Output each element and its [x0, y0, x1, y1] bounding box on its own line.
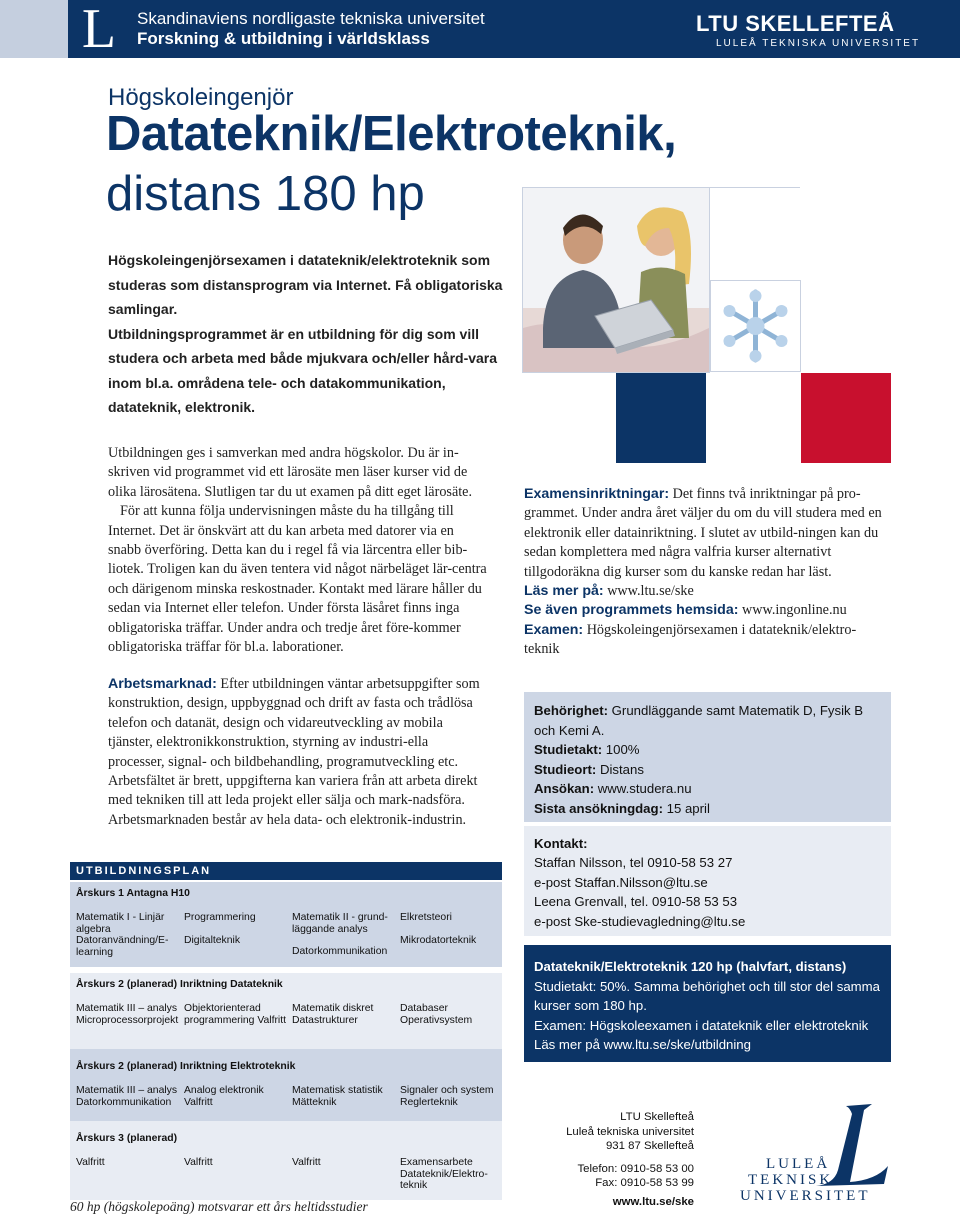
plan-course: Digitalteknik — [184, 935, 241, 947]
deadline-label: Sista ansökningdag: — [534, 800, 663, 816]
brand-subtitle: LULEÅ TEKNISKA UNIVERSITET — [716, 38, 921, 49]
half-time-title: Datateknik/Elektroteknik 120 hp (halvfart, distans) — [534, 959, 847, 974]
students-photo — [522, 187, 710, 373]
eligibility-text: Grundläggande samt Matematik D, Fysik B och Kemi A. — [534, 703, 864, 738]
plan-year-1 — [70, 882, 502, 967]
logo-word-3: UNIVERSITET — [740, 1188, 871, 1204]
body-paragraph-1: Utbildningen ges i samverkan med andra högskolor. Du är in-skriven vid programmet vid ett lärosäte men läser kurser vid de olika lärosätena. Slutligen tar du ut examen på ditt eget lärosäte. — [108, 445, 473, 500]
program-title: Datateknik/Elektroteknik, — [106, 107, 677, 161]
arbetsmarknad-paragraph — [108, 675, 488, 830]
navy-square — [616, 373, 706, 463]
application-link[interactable]: www.studera.nu — [594, 781, 692, 797]
plan-course: Matematik I - Linjär algebra — [76, 912, 165, 935]
body-right-column — [524, 485, 884, 660]
eligibility-line — [534, 701, 881, 740]
eligibility-label: Behörighet: — [534, 703, 608, 718]
plan-course: Datorkommunikation — [292, 946, 388, 958]
study-pace-text: 100% — [602, 742, 640, 758]
contact-email-2[interactable]: e-post Ske-studievagledning@ltu.se — [534, 913, 746, 929]
half-time-line-3[interactable]: Läs mer på www.ltu.se/ske/utbildning — [534, 1037, 751, 1053]
address-line-2: Luleå tekniska universitet — [566, 1125, 694, 1138]
plan-row — [76, 912, 496, 935]
exam-text: Det finns två inriktningar på pro-grammet. Under andra året väljer du om du vill studera med en elektronik eller datainriktning. I slutet av utbild-ningen kan du sedan komplettera med några valfria kurser alternativt tillgodoräkna dig kurser som du kanske redan har läst. — [524, 486, 882, 580]
read-more-link[interactable]: www.ltu.se/ske — [603, 583, 694, 600]
red-square — [801, 373, 891, 463]
address-block — [540, 1110, 694, 1209]
intro-paragraph-2: Utbildningsprogrammet är en utbildning för dig som vill studera och arbeta med både mjukvara och/eller hård-vara inom bl.a. områdena tele- och datakommunikation, datateknik, elektronik. — [108, 325, 498, 415]
plan-course: Signaler och system Reglerteknik — [400, 1085, 494, 1108]
plan-course: Matematik III – analys Microprocessorprojekt — [76, 1003, 179, 1026]
ltu-logo — [738, 1100, 898, 1205]
plan-row — [76, 1157, 496, 1192]
degree-label: Examen: — [524, 621, 584, 638]
half-time-line-1: Studietakt: 50%. Samma behörighet och till stor del samma kurser som 180 hp. — [534, 978, 880, 1014]
plan-row — [76, 1085, 496, 1108]
body-left-column — [108, 444, 488, 657]
plan-course: Matematik II - grund-läggande analys — [292, 912, 388, 935]
students-photo-illustration — [523, 188, 709, 372]
plan-year-2-elektro-title: Årskurs 2 (planerad) Inriktning Elektroteknik — [76, 1061, 296, 1072]
study-pace-line — [534, 740, 881, 760]
collage-frame-line — [710, 187, 800, 188]
plan-course: Elkretsteori — [400, 912, 452, 923]
exam-paragraph — [524, 485, 884, 582]
exam-label: Examensinriktningar: — [524, 486, 670, 502]
header-left-strip — [0, 0, 68, 58]
study-location-label: Studieort: — [534, 761, 597, 777]
plan-course: Programmering — [184, 912, 256, 923]
plan-course: Valfritt — [76, 1157, 105, 1168]
study-location-text: Distans — [596, 761, 644, 777]
arbetsmarknad-label: Arbetsmarknad: — [108, 676, 217, 692]
study-location-line — [534, 760, 881, 780]
header-logo-letter: L — [70, 2, 128, 56]
study-pace-label: Studietakt: — [534, 742, 603, 758]
plan-course: Analog elektronik Valfritt — [184, 1085, 264, 1108]
program-subtitle: distans 180 hp — [106, 167, 425, 221]
address-phone: Telefon: 0910-58 53 00 — [577, 1162, 694, 1175]
application-label: Ansökan: — [534, 781, 595, 797]
plan-course: Datoranvändning/E-learning — [76, 935, 169, 958]
study-plan-footnote: 60 hp (högskolepoäng) motsvarar ett års heltidsstudier — [70, 1199, 368, 1214]
plan-course: Mikrodatorteknik — [400, 935, 477, 947]
contact-line-2: Leena Grenvall, tel. 0910-58 53 53 — [534, 894, 738, 910]
plan-course: Matematisk statistik Mätteknik — [292, 1085, 383, 1108]
admission-info-box — [524, 692, 891, 822]
half-time-line-2: Examen: Högskoleexamen i datateknik eller elektroteknik — [534, 1017, 869, 1033]
address-fax: Fax: 0910-58 53 99 — [595, 1177, 694, 1189]
application-line — [534, 779, 881, 799]
body-paragraph-2: För att kunna följa undervisningen måste du ha tillgång till Internet. Det är önskvärt att du kan arbeta med datorer via en snabb överföring. Detta kan du i regel få via lärcentra eller bib-liotek. Troligen kan du även tentera vid något närbeläget lär-centra och därigenom minska reskostnader. Kontakt med lärare håller du sedan via Internet eller telefon. Under första läsåret finns inga obligatoriska träffar. Under andra och tredje året före-kommer obligatoriska träffar för bl.a. laborationer. — [108, 503, 487, 656]
ltu-logo-mark — [738, 1100, 898, 1205]
plan-course: Valfritt — [184, 1157, 213, 1168]
address-website-link[interactable]: www.ltu.se/ske — [612, 1195, 694, 1208]
header-tagline-line2: Forskning & utbildning i världsklass — [137, 29, 430, 48]
address-line-3: 931 87 Skellefteå — [605, 1140, 694, 1152]
brand-name: LTU SKELLEFTEÅ — [696, 11, 895, 36]
snowflake-tile — [710, 280, 801, 372]
read-more-line — [524, 582, 884, 601]
plan-year-3 — [70, 1121, 502, 1200]
plan-course: Databaser Operativsystem — [400, 1003, 473, 1026]
logo-word-1: LULEÅ — [766, 1156, 831, 1172]
header-tagline-line1: Skandinaviens nordligaste tekniska universitet — [137, 9, 485, 28]
plan-course: Matematik III – analys Datorkommunikation — [76, 1085, 178, 1108]
contact-box — [524, 826, 891, 936]
intro-text — [108, 248, 508, 420]
plan-year-2-elektro — [70, 1049, 502, 1121]
homepage-link[interactable]: www.ingonline.nu — [738, 602, 847, 619]
intro-paragraph-1: Högskoleingenjörsexamen i datateknik/elektroteknik som studeras som distansprogram via Internet. Få obligatoriska samlingar. — [108, 252, 503, 317]
plan-row — [76, 935, 496, 958]
arbetsmarknad-text: Efter utbildningen väntar arbetsuppgifter som konstruktion, design, uppbyggnad och drift av fasta och trådlösa telefon och datanät, design och vidareutveckling av mobila tjänster, elektronikkonstruktion, styrning av industri-ella processer, signal- och bildbehandling, programutveckling etc. Arbetsfältet är brett, uppgifterna kan variera från att arbeta direkt med tekniken till att leda projekt eller sälja och mark-nadsföra. Arbetsmarknaden består av hela data- och elektronik-industrin. — [108, 676, 480, 828]
snowflake-icon — [711, 281, 800, 371]
plan-year-3-title: Årskurs 3 (planerad) — [76, 1133, 178, 1144]
homepage-label: Se även programmets hemsida: — [524, 602, 739, 619]
plan-course: Objektorienterad programmering Valfritt — [184, 1003, 287, 1026]
plan-course: Examensarbete Datateknik/Elektro-teknik — [400, 1157, 488, 1192]
plan-year-2-data-title: Årskurs 2 (planerad) Inriktning Datateknik — [76, 979, 283, 990]
logo-word-2: TEKNISKA — [748, 1172, 847, 1188]
degree-text: Högskoleingenjörsexamen i datateknik/elektro-teknik — [524, 621, 857, 658]
half-time-program-box — [524, 945, 891, 1062]
homepage-line — [524, 601, 884, 620]
plan-year-2-data — [70, 973, 502, 1049]
plan-course: Matematik diskret Datastrukturer — [292, 1003, 374, 1026]
plan-row — [76, 1003, 496, 1026]
read-more-label: Läs mer på: — [524, 583, 604, 600]
contact-line-1: Staffan Nilsson, tel 0910-58 53 27 — [534, 855, 733, 871]
deadline-line — [534, 799, 881, 819]
contact-email-1[interactable]: e-post Staffan.Nilsson@ltu.se — [534, 874, 708, 890]
address-line-1: LTU Skellefteå — [620, 1111, 694, 1123]
plan-course: Valfritt — [292, 1157, 321, 1168]
plan-year-1-title: Årskurs 1 Antagna H10 — [76, 888, 190, 899]
deadline-text: 15 april — [662, 800, 710, 816]
study-plan-table — [70, 862, 502, 1200]
program-kicker: Högskoleingenjör — [108, 84, 294, 111]
study-plan-heading: UTBILDNINGSPLAN — [70, 862, 502, 880]
degree-line — [524, 621, 884, 660]
contact-label: Kontakt: — [534, 836, 588, 851]
